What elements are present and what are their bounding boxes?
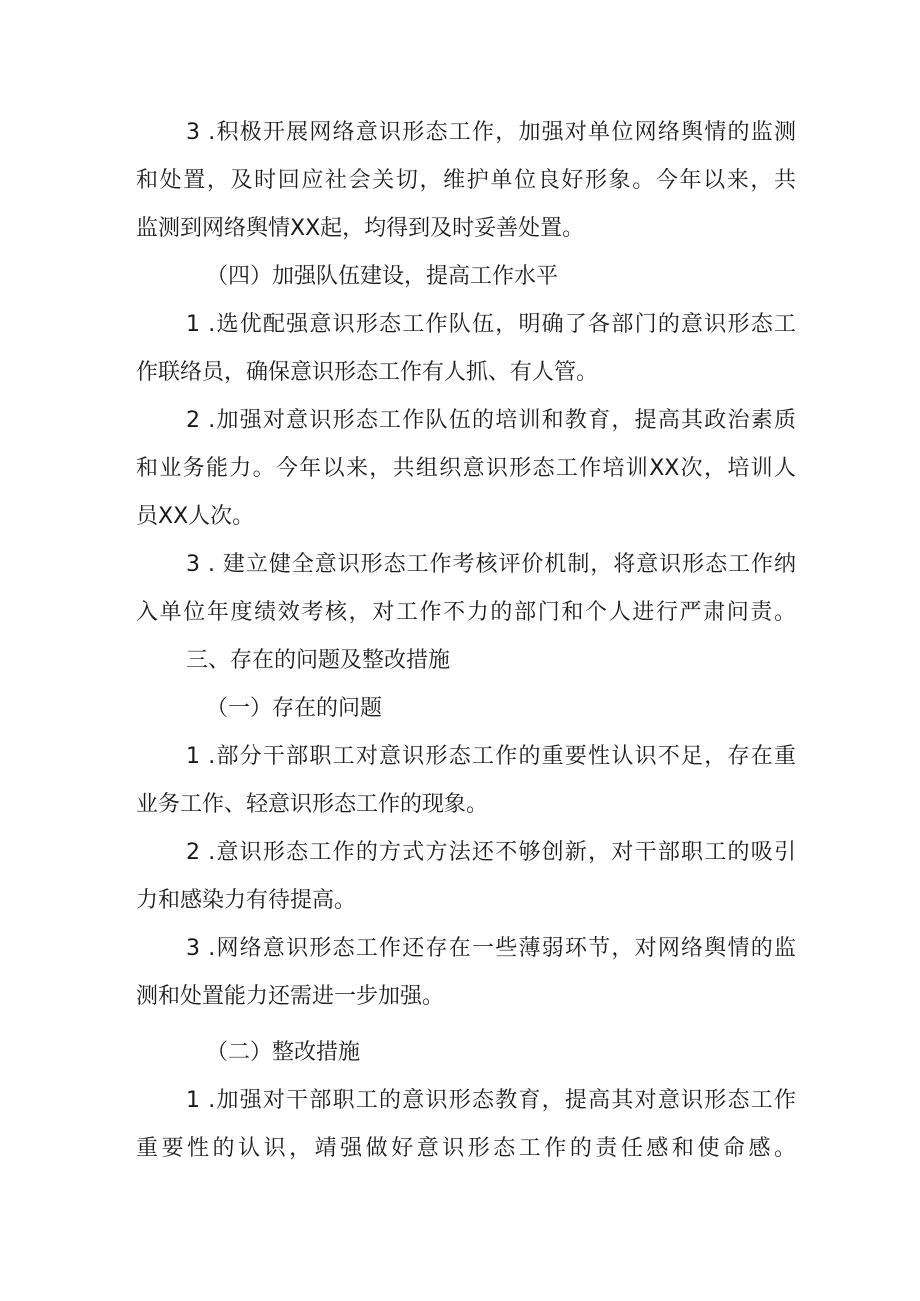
paragraph-line: 监测到网络舆情XX起，均得到及时妥善处置。 xyxy=(136,216,585,241)
section-heading: （二）整改措施 xyxy=(206,1040,361,1065)
paragraph-line: 入单位年度绩效考核，对工作不力的部门和个人进行严肃问责。 xyxy=(136,600,796,625)
chapter-heading: 三、存在的问题及整改措施 xyxy=(186,648,451,673)
paragraph-line: 1 .选优配强意识形态工作队伍，明确了各部门的意识形态工 xyxy=(186,312,796,337)
paragraph-line: 1 .加强对干部职工的意识形态教育，提高其对意识形态工作 xyxy=(186,1088,796,1113)
paragraph-line: 力和感染力有待提高。 xyxy=(136,888,357,913)
paragraph-line: 2 .加强对意识形态工作队伍的培训和教育，提高其政治素质 xyxy=(186,408,796,433)
paragraph-line: 重要性的认识，靖强做好意识形态工作的责任感和使命感。 xyxy=(136,1136,796,1161)
paragraph-line: 测和处置能力还需进一步加强。 xyxy=(136,984,445,1009)
paragraph-line: 2 .意识形态工作的方式方法还不够创新，对干部职工的吸引 xyxy=(186,840,796,865)
paragraph-line: 和业务能力。今年以来，共组织意识形态工作培训XX次，培训人 xyxy=(136,456,796,481)
paragraph-line: 和处置，及时回应社会关切，维护单位良好形象。今年以来，共 xyxy=(136,168,796,193)
section-heading: （四）加强队伍建设，提高工作水平 xyxy=(206,264,559,289)
paragraph-line: 业务工作、轻意识形态工作的现象。 xyxy=(136,792,489,817)
paragraph-line: 员XX人次。 xyxy=(136,504,255,529)
paragraph-line: 3 . 建立健全意识形态工作考核评价机制，将意识形态工作纳 xyxy=(186,552,796,577)
paragraph-line: 3 .网络意识形态工作还存在一些薄弱环节，对网络舆情的监 xyxy=(186,936,796,961)
section-heading: （一）存在的问题 xyxy=(206,696,383,721)
paragraph-line: 作联络员，确保意识形态工作有人抓、有人管。 xyxy=(136,360,599,385)
paragraph-line: 3 .积极开展网络意识形态工作，加强对单位网络舆情的监测 xyxy=(186,120,796,145)
paragraph-line: 1 .部分干部职工对意识形态工作的重要性认识不足，存在重 xyxy=(186,744,796,769)
